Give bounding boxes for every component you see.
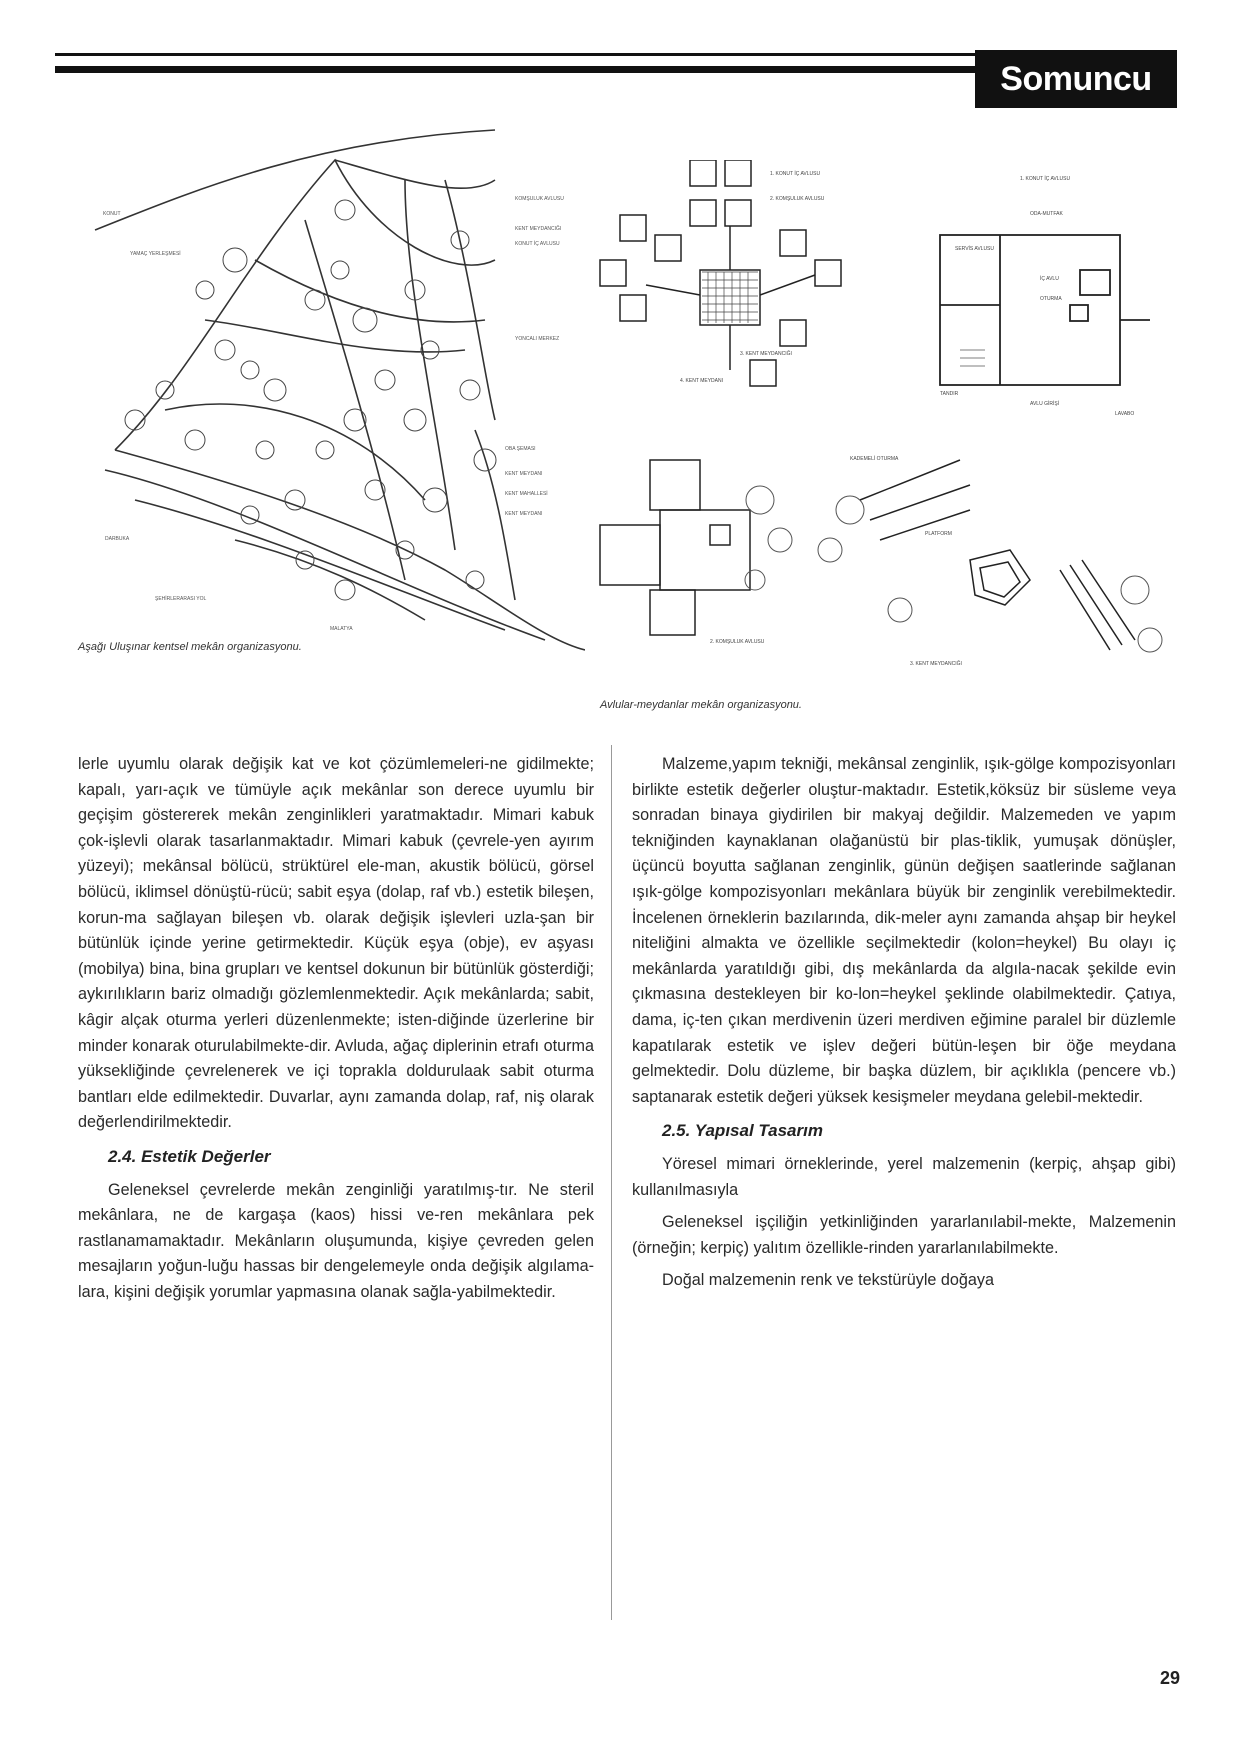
brand-title: Somuncu Baba <box>975 50 1177 108</box>
label-komsuluk-avlusu: 2. KOMŞULUK AVLUSU <box>770 196 825 202</box>
house-plan <box>900 170 1180 430</box>
right-column <box>632 752 1176 1301</box>
site-plan-figure <box>75 120 585 660</box>
svg-text:KENT MEYDANCIĞI: KENT MEYDANCIĞI <box>515 226 562 232</box>
meydan-sketches <box>590 440 1180 680</box>
right-paragraph-4: Doğal malzemenin renk ve tekstürüyle doğaya <box>662 1271 995 1290</box>
label-konut-ic-avlusu-plan: 1. KONUT İÇ AVLUSU <box>1020 176 1071 182</box>
header-rule-thick <box>55 66 975 73</box>
header-rule-thin <box>55 53 975 56</box>
svg-text:KONUT İÇ AVLUSU: KONUT İÇ AVLUSU <box>515 241 560 247</box>
section-2-4-heading: 2.4. Estetik Değerler <box>108 1146 271 1166</box>
label-servis-avlusu: SERVİS AVLUSU <box>955 246 994 252</box>
label-komsuluk-avlusu-2: 2. KOMŞULUK AVLUSU <box>710 639 765 645</box>
label-tandir: TANDIR <box>940 391 959 397</box>
meydan-sketches-drawing <box>590 440 1180 680</box>
svg-text:KENT MEYDANI: KENT MEYDANI <box>505 471 543 477</box>
label-konut-ic-avlusu: 1. KONUT İÇ AVLUSU <box>770 171 821 177</box>
left-paragraph-2: Geleneksel çevrelerde mekân zenginliği yaratılmış-tır. Ne steril mekânlara, ne de kargaşa (kaos) hissi ve-ren mekânlara pek rastlanamamaktadır. Mekânların oluşumunda, kişiye çevreden gelen mesajların yoğun-luğu hassas bir dengelemeyle onda değişik algılama-lara, kişini değişik yorumlar yapmasına olanak sağla-yabilmektedir. <box>78 1180 594 1301</box>
courtyard-network-drawing <box>590 160 890 430</box>
label-kademeli-oturma: KADEMELİ OTURMA <box>850 456 899 462</box>
label-kent-meydancigi-2: 3. KENT MEYDANCIĞI <box>910 661 962 667</box>
label-oturma: OTURMA <box>1040 296 1062 302</box>
left-paragraph-1: lerle uyumlu olarak değişik kat ve kot çözümlemeleri-ne gidilmekte; kapalı, yarı-açık ve tümüyle açık mekânlar son derece uyumlu bir geçişim göstererek mekân zenginlikleri yaratmaktadır. Mimari kabuk çok-işlevli olarak tasarlanmaktadır. Mimari kabuk (çevrele-yen ayırım yüzeyi); mekânsal bölücü, strüktürel ele-man, akustik bölücü, görsel bölücü, iklimsel dönüştü-rücü; sabit eşya (dolap, raf vb.) estetik bileşen, korun-ma sağlayan bileşen vb. olarak değişik işlevleri uzla-şan bir bütünlük içinde yerine getirmektedir. Küçük eşya (obje), ev aşyası (mobilya) bina, bina grupları ve kentsel dokunun bir bütünlük gösterdiği; aykırılıkların bariz olmadığı gözlemlenmektedir. Açık mekânlarda; sabit, kâgir alçak oturma yerleri düzenlenmekte; isten-diğinde üzerlerine bir minder konarak oturulabilmekte-dir. Avluda, ağaç diplerinin etrafı oturma yüksekliğinde çevrelenerek ve içi toprakla doldurulaak sabit oturma bantları elde edilmektedir. Duvarlar, aynı zamanda dolap, raf, niş olarak değerlendirilmektedir. <box>78 755 594 1132</box>
svg-text:OBA ŞEMASI: OBA ŞEMASI <box>505 446 536 452</box>
courtyard-diagram <box>590 160 890 430</box>
right-figure-caption: Avlular-meydanlar mekân organizasyonu. <box>600 699 802 711</box>
svg-text:YAMAÇ YERLEŞMESİ: YAMAÇ YERLEŞMESİ <box>130 251 181 257</box>
label-kent-meydani: 4. KENT MEYDANI <box>680 378 723 384</box>
site-plan-drawing <box>75 120 585 660</box>
label-platform: PLATFORM <box>925 531 952 537</box>
column-divider <box>611 745 612 1620</box>
label-oda-mutfak: ODA-MUTFAK <box>1030 211 1063 217</box>
right-paragraph-2: Yöresel mimari örneklerinde, yerel malzemenin (kerpiç, ahşap gibi) kullanılmasıyla <box>632 1154 1176 1199</box>
svg-text:YONCALI MERKEZ: YONCALI MERKEZ <box>515 336 560 342</box>
svg-text:KENT MEYDANI: KENT MEYDANI <box>505 511 543 517</box>
left-figure-caption: Aşağı Uluşınar kentsel mekân organizasyonu. <box>78 641 302 653</box>
right-paragraph-1: Malzeme,yapım tekniği, mekânsal zenginlik, ışık-gölge kompozisyonları birlikte estetik değerler oluştur-maktadır. Estetik,köksüz bir süsleme veya sonradan binaya giydirilen bir makyaj değildir. Malzemeden ve yapım tekniğinden kaynaklanan olağanüstü bir plas-tiklik, yumuşak dönüşler, üçüncü boyutta sağlanan zenginlik, günün değişen saatlerinde sağlanan ışık-gölge kompozisyonları mekânlara büyük bir zenginlik verebilmektedir. İncelenen örneklerin bazılarında, dik-meler aynı zamanda ahşap bir heykel niteliğini almakta ve özellikle seçilmektedir (kolon=heykel) Bu olayı iç mekânlarda yaratıldığı gibi, dış mekânlarda da algıla-nacak şekilde evin çıkmasına destekleyen bir ko-lon=heykel şeklinde olabilmektedir. Çatıya, dama, iç-ten çıkan merdivenin üzeri merdiven eğimine paralel bir düzlemle kapatılarak estetik ve işlev değeri bütün-leşen bir öğe meydana gelmektedir. Dolu düzleme, bir başka düzlem, bir açıklıkla (pencere vb.) saptanarak estetik değeri yüksek kesişmeler meydana gelebil-mektedir. <box>632 755 1176 1106</box>
page-number: 29 <box>1159 1668 1180 1688</box>
left-column <box>78 752 594 1312</box>
house-plan-drawing <box>900 170 1180 430</box>
section-2-5-heading: 2.5. Yapısal Tasarım <box>662 1121 823 1141</box>
svg-text:ŞEHİRLERARASI YOL: ŞEHİRLERARASI YOL <box>155 596 207 602</box>
svg-text:KOMŞULUK AVLUSU: KOMŞULUK AVLUSU <box>515 196 564 202</box>
label-avlu-girisi: AVLU GİRİŞİ <box>1030 401 1060 407</box>
label-ic-avlu: İÇ AVLU <box>1040 276 1059 282</box>
svg-text:KONUT: KONUT <box>103 211 121 217</box>
svg-text:MALATYA: MALATYA <box>330 626 353 632</box>
right-paragraph-3: Geleneksel işçiliğin yetkinliğinden yararlanılabil-mekte, Malzemenin (örneğin; kerpiç) yalıtım özellikle-rinden yararlanılabilmekte. <box>632 1213 1176 1257</box>
label-lavabo: LAVABO <box>1115 411 1135 417</box>
label-kent-meydancigi: 3. KENT MEYDANCIĞI <box>740 351 792 357</box>
svg-text:DARBUKA: DARBUKA <box>105 536 130 542</box>
svg-text:KENT MAHALLESİ: KENT MAHALLESİ <box>505 491 548 497</box>
